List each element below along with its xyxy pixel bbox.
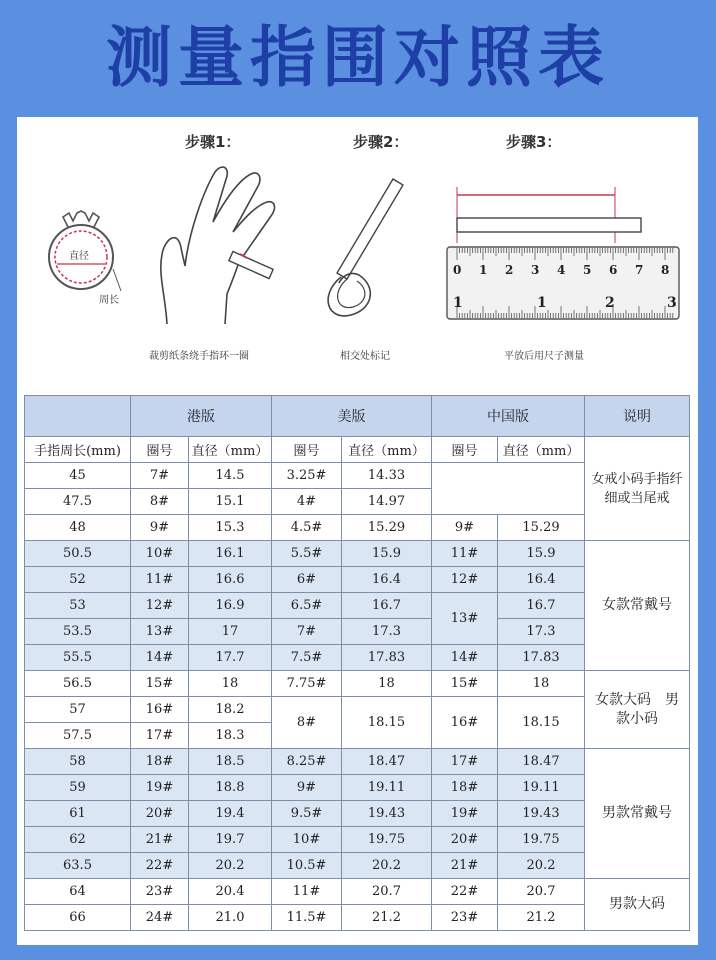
header-hk: 港版 <box>131 396 272 437</box>
ruler-mm-label: 6 <box>609 263 618 277</box>
cell-cn-size: 11# <box>432 541 498 567</box>
cell-us-diameter: 17.83 <box>342 645 432 671</box>
cell-us-size: 4# <box>272 489 342 515</box>
cell-hk-diameter: 18 <box>189 671 272 697</box>
cell-hk-diameter: 16.9 <box>189 593 272 619</box>
cell-hk-diameter: 21.0 <box>189 905 272 931</box>
cell-hk-size: 18# <box>131 749 189 775</box>
ruler-mm-label: 7 <box>635 263 644 277</box>
cell-hk-size: 21# <box>131 827 189 853</box>
step3-caption: 平放后用尺子测量 <box>504 351 584 362</box>
cell-hk-diameter: 18.5 <box>189 749 272 775</box>
cell-us-size: 4.5# <box>272 515 342 541</box>
table-row <box>25 749 690 775</box>
cell-us-diameter: 18.15 <box>342 697 432 749</box>
cell-circumference: 58 <box>25 749 131 775</box>
cell-cn-size: 20# <box>432 827 498 853</box>
header-empty-cell <box>25 396 131 437</box>
cell-circumference: 59 <box>25 775 131 801</box>
ruler-inch-label: 3 <box>667 295 677 311</box>
cell-hk-diameter: 20.2 <box>189 853 272 879</box>
cell-us-size: 10# <box>272 827 342 853</box>
cell-cn-size: 12# <box>432 567 498 593</box>
cell-hk-diameter: 19.4 <box>189 801 272 827</box>
cell-us-size: 11# <box>272 879 342 905</box>
cell-us-diameter: 19.11 <box>342 775 432 801</box>
cell-cn-diameter: 15.9 <box>498 541 585 567</box>
cell-us-diameter: 16.7 <box>342 593 432 619</box>
cell-hk-diameter: 15.1 <box>189 489 272 515</box>
header-notes: 说明 <box>585 396 690 437</box>
cell-hk-diameter: 20.4 <box>189 879 272 905</box>
sub-header-hk-size: 圈号 <box>131 437 189 463</box>
page-title: 测量指围对照表 <box>106 19 610 96</box>
cell-hk-diameter: 16.1 <box>189 541 272 567</box>
step2-caption: 相交处标记 <box>340 351 390 362</box>
instruction-card <box>17 117 698 945</box>
cell-circumference: 55.5 <box>25 645 131 671</box>
cell-us-size: 8# <box>272 697 342 749</box>
cell-circumference: 45 <box>25 463 131 489</box>
cell-hk-diameter: 18.3 <box>189 723 272 749</box>
cell-cn-diameter: 19.43 <box>498 801 585 827</box>
cell-cn-diameter: 18.15 <box>498 697 585 749</box>
note-women-large-men-small: 女款大码 男款小码 <box>585 671 690 749</box>
cell-circumference: 53.5 <box>25 619 131 645</box>
ruler-mm-label: 5 <box>583 263 592 277</box>
cell-hk-size: 22# <box>131 853 189 879</box>
note-women-small: 女戒小码手指纤细或当尾戒 <box>585 437 690 541</box>
cell-us-diameter: 14.33 <box>342 463 432 489</box>
header-us: 美版 <box>272 396 432 437</box>
cell-circumference: 66 <box>25 905 131 931</box>
cell-cn-size: 17# <box>432 749 498 775</box>
cell-us-size: 9# <box>272 775 342 801</box>
ruler-mm-label: 3 <box>531 263 540 277</box>
cell-cn-diameter: 15.29 <box>498 515 585 541</box>
cell-hk-size: 8# <box>131 489 189 515</box>
note-men-regular: 男款常戴号 <box>585 749 690 879</box>
cell-cn-diameter: 20.2 <box>498 853 585 879</box>
cell-cn-diameter: 20.7 <box>498 879 585 905</box>
hand-illustration <box>155 162 290 332</box>
paper-loop-illustration <box>307 175 417 325</box>
cell-us-diameter: 19.75 <box>342 827 432 853</box>
cell-circumference: 50.5 <box>25 541 131 567</box>
cell-hk-size: 23# <box>131 879 189 905</box>
table-row <box>25 541 690 567</box>
ring-diagram <box>35 199 130 309</box>
ruler-mm-label: 1 <box>479 263 488 277</box>
step2-title: 步骤2： <box>353 133 409 151</box>
cell-hk-size: 10# <box>131 541 189 567</box>
cell-circumference: 53 <box>25 593 131 619</box>
cell-cn-size: 18# <box>432 775 498 801</box>
cell-us-diameter: 18.47 <box>342 749 432 775</box>
cell-cn-size: 22# <box>432 879 498 905</box>
cell-cn-size: 21# <box>432 853 498 879</box>
cell-circumference: 63.5 <box>25 853 131 879</box>
cell-hk-size: 24# <box>131 905 189 931</box>
cell-cn-diameter: 17.83 <box>498 645 585 671</box>
table-row <box>25 879 690 905</box>
cell-cn-size: 19# <box>432 801 498 827</box>
cell-us-size: 7.75# <box>272 671 342 697</box>
sub-header-hk-diameter: 直径（mm） <box>189 437 272 463</box>
cell-hk-size: 20# <box>131 801 189 827</box>
table-group-header-row <box>25 396 690 437</box>
ruler-mm-label: 4 <box>557 263 566 277</box>
cell-cn-diameter: 17.3 <box>498 619 585 645</box>
cell-hk-size: 16# <box>131 697 189 723</box>
cell-circumference: 56.5 <box>25 671 131 697</box>
ruler-illustration <box>445 179 680 324</box>
cell-us-size: 10.5# <box>272 853 342 879</box>
ruler-inch-label: 1 <box>453 295 463 311</box>
table-sub-header-row <box>25 437 690 463</box>
cell-circumference: 61 <box>25 801 131 827</box>
cell-circumference: 47.5 <box>25 489 131 515</box>
ruler-inch-label: 1 <box>537 295 547 311</box>
sub-header-cn-diameter: 直径（mm） <box>498 437 585 463</box>
cell-hk-diameter: 17 <box>189 619 272 645</box>
cell-hk-size: 15# <box>131 671 189 697</box>
cell-cn-size: 16# <box>432 697 498 749</box>
note-men-large: 男款大码 <box>585 879 690 931</box>
sub-header-us-diameter: 直径（mm） <box>342 437 432 463</box>
cell-cn-size: 15# <box>432 671 498 697</box>
cell-hk-diameter: 18.8 <box>189 775 272 801</box>
note-women-regular: 女款常戴号 <box>585 541 690 671</box>
cell-cn-diameter: 16.4 <box>498 567 585 593</box>
cell-us-diameter: 19.43 <box>342 801 432 827</box>
step1-caption: 裁剪纸条绕手指环一圈 <box>149 351 249 362</box>
cell-cn-diameter: 18 <box>498 671 585 697</box>
cell-circumference: 48 <box>25 515 131 541</box>
cell-hk-size: 14# <box>131 645 189 671</box>
cell-hk-size: 12# <box>131 593 189 619</box>
cell-hk-diameter: 16.6 <box>189 567 272 593</box>
cell-hk-size: 17# <box>131 723 189 749</box>
cell-cn-size: 14# <box>432 645 498 671</box>
cell-hk-size: 7# <box>131 463 189 489</box>
cell-hk-diameter: 18.2 <box>189 697 272 723</box>
cell-circumference: 64 <box>25 879 131 905</box>
cell-hk-diameter: 14.5 <box>189 463 272 489</box>
cell-circumference: 62 <box>25 827 131 853</box>
ruler-mm-label: 8 <box>661 263 670 277</box>
step1-title: 步骤1： <box>185 133 241 151</box>
circumference-label: 周长 <box>99 295 119 306</box>
cell-hk-size: 19# <box>131 775 189 801</box>
cell-cn-empty <box>432 463 585 515</box>
cell-cn-size: 9# <box>432 515 498 541</box>
step3-title: 步骤3： <box>506 133 562 151</box>
header-cn: 中国版 <box>432 396 585 437</box>
cell-us-size: 8.25# <box>272 749 342 775</box>
cell-us-size: 3.25# <box>272 463 342 489</box>
cell-cn-size: 13# <box>432 593 498 645</box>
ring-size-table <box>24 395 690 931</box>
cell-cn-diameter: 16.7 <box>498 593 585 619</box>
cell-hk-size: 11# <box>131 567 189 593</box>
cell-cn-diameter: 21.2 <box>498 905 585 931</box>
cell-us-size: 5.5# <box>272 541 342 567</box>
cell-us-diameter: 20.7 <box>342 879 432 905</box>
cell-circumference: 57 <box>25 697 131 723</box>
cell-cn-diameter: 18.47 <box>498 749 585 775</box>
cell-us-diameter: 14.97 <box>342 489 432 515</box>
cell-circumference: 57.5 <box>25 723 131 749</box>
cell-hk-size: 13# <box>131 619 189 645</box>
cell-hk-diameter: 17.7 <box>189 645 272 671</box>
table-row <box>25 671 690 697</box>
cell-us-diameter: 15.29 <box>342 515 432 541</box>
ruler-inch-label: 2 <box>605 295 615 311</box>
cell-us-size: 6.5# <box>272 593 342 619</box>
cell-us-diameter: 20.2 <box>342 853 432 879</box>
cell-hk-diameter: 19.7 <box>189 827 272 853</box>
cell-us-size: 7.5# <box>272 645 342 671</box>
cell-us-diameter: 17.3 <box>342 619 432 645</box>
cell-circumference: 52 <box>25 567 131 593</box>
sub-header-us-size: 圈号 <box>272 437 342 463</box>
sub-header-circumference: 手指周长(mm) <box>25 437 131 463</box>
ruler-mm-label: 2 <box>505 263 514 277</box>
sub-header-cn-size: 圈号 <box>432 437 498 463</box>
cell-us-diameter: 18 <box>342 671 432 697</box>
ruler-mm-label: 0 <box>453 263 462 277</box>
diameter-label: 直径 <box>69 251 89 262</box>
cell-cn-size: 23# <box>432 905 498 931</box>
cell-us-diameter: 16.4 <box>342 567 432 593</box>
cell-hk-size: 9# <box>131 515 189 541</box>
cell-hk-diameter: 15.3 <box>189 515 272 541</box>
cell-us-size: 7# <box>272 619 342 645</box>
cell-cn-diameter: 19.11 <box>498 775 585 801</box>
cell-cn-diameter: 19.75 <box>498 827 585 853</box>
cell-us-diameter: 15.9 <box>342 541 432 567</box>
cell-us-diameter: 21.2 <box>342 905 432 931</box>
cell-us-size: 11.5# <box>272 905 342 931</box>
cell-us-size: 6# <box>272 567 342 593</box>
cell-us-size: 9.5# <box>272 801 342 827</box>
